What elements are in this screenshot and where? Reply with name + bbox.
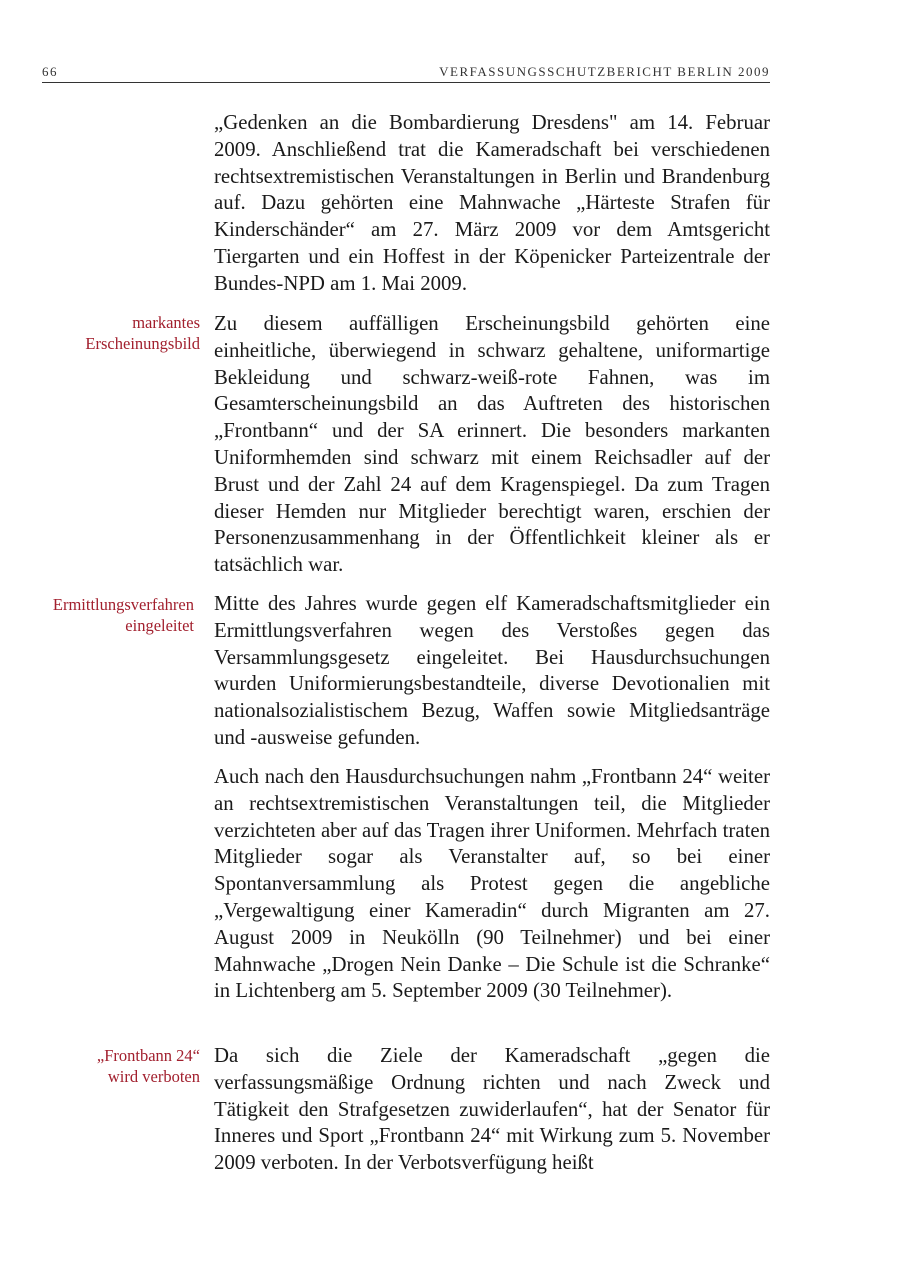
margin-note-frontbann-verboten — [10, 1045, 200, 1087]
running-title: VERFASSUNGSSCHUTZBERICHT BERLIN 2009 — [439, 64, 770, 79]
margin-note-line: „Frontbann 24“ — [96, 1046, 200, 1065]
paragraph-2-block — [214, 311, 770, 579]
paragraph-5: Da sich die Ziele der Kameradschaft „gegen die verfassungsmäßige Ordnung richten und nach Zweck und Tätigkeit den Strafgesetzen zuwiderlaufen“, hat der Senator für Inneres und Sport „Frontbann 24“ mit Wirkung zum 5. November 2009 verboten. In der Verbotsverfügung heißt — [214, 1044, 770, 1175]
margin-note-line: eingeleitet — [125, 616, 194, 635]
margin-note-ermittlungsverfahren — [4, 594, 194, 636]
margin-note-line: Ermittlungsverfahren — [52, 595, 194, 614]
paragraph-4: Auch nach den Hausdurchsuchungen nahm „Frontbann 24“ weiter an rechtsextremistischen Veranstaltungen teil, die Mitglieder verzichteten aber auf das Tragen ihrer Uniformen. Mehrfach traten Mitglieder sogar als Veranstalter auf, so bei einer Spontanversammlung als Protest gegen die angebliche „Vergewaltigung einer Kameradin“ durch Migranten am 27. August 2009 in Neukölln (90 Teilnehmer) und bei einer Mahnwache „Drogen Nein Danke – Die Schule ist die Schranke“ in Lichtenberg am 5. September 2009 (30 Teilnehmer). — [214, 765, 770, 1003]
margin-note-markantes-erscheinungsbild — [10, 312, 200, 354]
margin-note-line: Erscheinungsbild — [85, 334, 200, 353]
paragraph-1: „Gedenken an die Bombardierung Dresdens" am 14. Februar 2009. Anschließend trat die Kameradschaft bei verschiedenen rechtsextremistischen Veranstaltungen in Berlin und Brandenburg auf. Dazu gehörten eine Mahnwache „Härteste Strafen für Kinderschänder“ am 27. März 2009 vor dem Amtsgericht Tiergarten und ein Hoffest in der Köpenicker Parteizentrale der Bundes-NPD am 1. Mai 2009. — [214, 111, 770, 295]
paragraph-3-block — [214, 591, 770, 752]
paragraph-2: Zu diesem auffälligen Erscheinungsbild gehörten eine einheitliche, überwiegend in schwarz gehaltene, uniformartige Bekleidung und schwarz-weiß-rote Fahnen, was im Gesamterscheinungsbild an das Auftreten des historischen „Frontbann“ und der SA erinnert. Die besonders markanten Uniformhemden sind schwarz mit einem Reichsadler auf der Brust und der Zahl 24 auf dem Kragenspiegel. Da zum Tragen dieser Hemden nur Mitglieder berechtigt waren, erschien der Personenzusammenhang in der Öffentlichkeit kleiner als er tatsächlich war. — [214, 312, 770, 577]
paragraph-1-block — [214, 110, 770, 298]
margin-note-line: wird verboten — [107, 1067, 200, 1086]
paragraph-4-block — [214, 764, 770, 1005]
paragraph-3: Mitte des Jahres wurde gegen elf Kameradschaftsmitglieder ein Ermittlungsverfahren wegen des Verstoßes gegen das Versammlungsgesetz eingeleitet. Bei Hausdurchsuchungen wurden Uniformierungsbestandteile, diverse Devotionalien mit nationalsozialistischem Bezug, Waffen sowie Mitgliedsanträge und -ausweise gefunden. — [214, 592, 770, 749]
page-number: 66 — [42, 64, 58, 79]
running-header — [42, 60, 770, 83]
margin-note-line: markantes — [132, 313, 200, 332]
paragraph-5-block — [214, 1043, 770, 1177]
